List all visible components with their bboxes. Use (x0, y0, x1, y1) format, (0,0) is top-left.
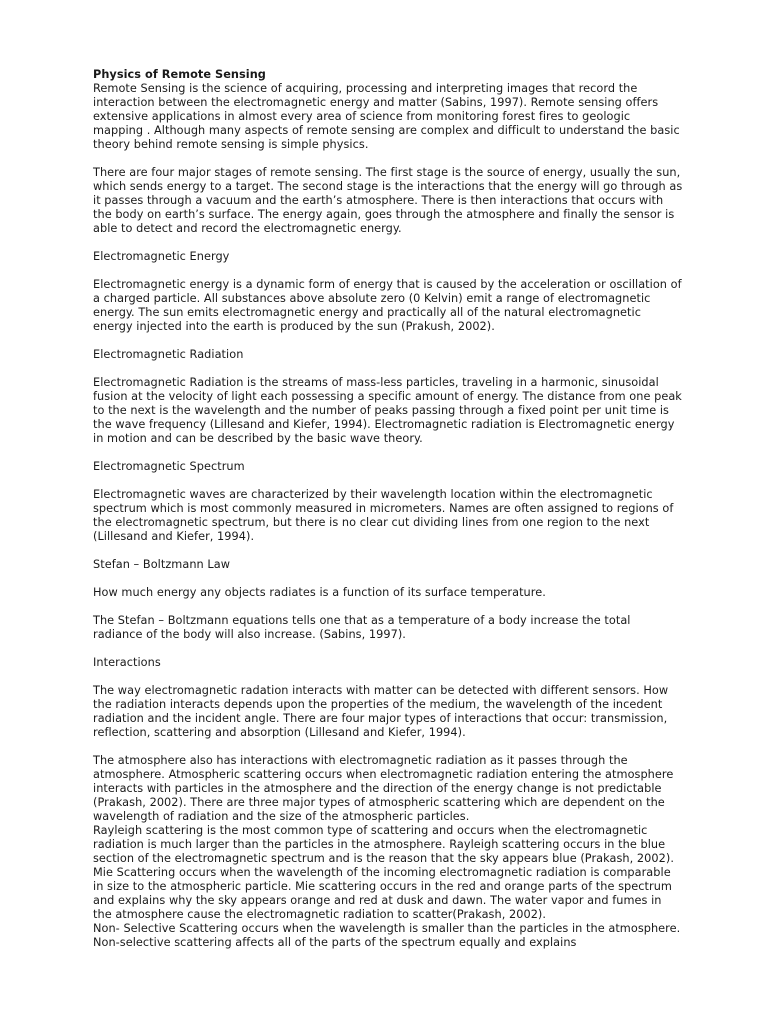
section-heading-electromagnetic-radiation: Electromagnetic Radiation (93, 348, 244, 361)
paragraph-rayleigh-scattering: Rayleigh scattering is the most common type of scattering and occurs when the electromagnetic radiation is much larger than the particles in the atmosphere. Rayleigh scattering occurs in the blue section of the electromagnetic spectrum and is the reason that the sky appears blue (Prakash, 2002). (93, 824, 674, 865)
section-heading-stefan-boltzmann: Stefan – Boltzmann Law (93, 558, 230, 571)
section-heading-electromagnetic-energy: Electromagnetic Energy (93, 250, 230, 263)
paragraph-mie-scattering: Mie Scattering occurs when the wavelength of the incoming electromagnetic radiation is comparable in size to the atmospheric particle. Mie scattering occurs in the red and orange parts of the spectrum and explains why the sky appears orange and red at dusk and dawn. The water vapor and fumes in the atmosphere cause the electromagnetic radiation to scatter(Prakash, 2002). (93, 866, 672, 921)
document-page (93, 68, 683, 950)
paragraph-electromagnetic-energy: Electromagnetic energy is a dynamic form of energy that is caused by the acceleration or oscillation of a charged particle. All substances above absolute zero (0 Kelvin) emit a range of electromagnetic energy. The sun emits electromagnetic energy and practically all of the natural electromagnetic energy injected into the earth is produced by the sun (Prakush, 2002). (93, 278, 682, 333)
paragraph-stefan-boltzmann-1: How much energy any objects radiates is a function of its surface temperature. (93, 586, 546, 599)
paragraph-atmospheric-scattering: The atmosphere also has interactions with electromagnetic radiation as it passes through the atmosphere. Atmospheric scattering occurs when electromagnetic radiation entering the atmosphere interacts with particles in the atmosphere and the direction of the energy change is not predictable (Prakash, 2002). There are three major types of atmospheric scattering which are dependent on the wavelength of radiation and the size of the atmospheric particles. (93, 754, 674, 823)
section-heading-interactions: Interactions (93, 656, 161, 669)
document-title: Physics of Remote Sensing (93, 68, 266, 81)
paragraph-non-selective-scattering: Non- Selective Scattering occurs when the wavelength is smaller than the particles in the atmosphere. Non-selective scattering affects all of the parts of the spectrum equally and explains (93, 922, 681, 949)
intro-paragraph-1: Remote Sensing is the science of acquiring, processing and interpreting images that record the interaction between the electromagnetic energy and matter (Sabins, 1997). Remote sensing offers extensive applications in almost every area of science from monitoring forest fires to geologic mapping . Although many aspects of remote sensing are complex and difficult to understand the basic theory behind remote sensing is simple physics. (93, 82, 680, 151)
paragraph-electromagnetic-spectrum: Electromagnetic waves are characterized by their wavelength location within the electromagnetic spectrum which is most commonly measured in micrometers. Names are often assigned to regions of the electromagnetic spectrum, but there is no clear cut dividing lines from one region to the next (Lillesand and Kiefer, 1994). (93, 488, 674, 543)
paragraph-interactions: The way electromagnetic radation interacts with matter can be detected with different sensors. How the radiation interacts depends upon the properties of the medium, the wavelength of the incedent radiation and the incident angle. There are four major types of interactions that occur: transmission, reflection, scattering and absorption (Lillesand and Kiefer, 1994). (93, 684, 669, 739)
paragraph-stefan-boltzmann-2: The Stefan – Boltzmann equations tells one that as a temperature of a body increase the total radiance of the body will also increase. (Sabins, 1997). (93, 614, 631, 641)
section-heading-electromagnetic-spectrum: Electromagnetic Spectrum (93, 460, 245, 473)
paragraph-electromagnetic-radiation: Electromagnetic Radiation is the streams of mass-less particles, traveling in a harmonic, sinusoidal fusion at the velocity of light each possessing a specific amount of energy. The distance from one peak to the next is the wavelength and the number of peaks passing through a fixed point per unit time is the wave frequency (Lillesand and Kiefer, 1994). Electromagnetic radiation is Electromagnetic energy in motion and can be described by the basic wave theory. (93, 376, 682, 445)
intro-paragraph-2: There are four major stages of remote sensing. The first stage is the source of energy, usually the sun, which sends energy to a target. The second stage is the interactions that the energy will go through as it passes through a vacuum and the earth’s atmosphere. There is then interactions that occurs with the body on earth’s surface. The energy again, goes through the atmosphere and finally the sensor is able to detect and record the electromagnetic energy. (93, 166, 683, 235)
